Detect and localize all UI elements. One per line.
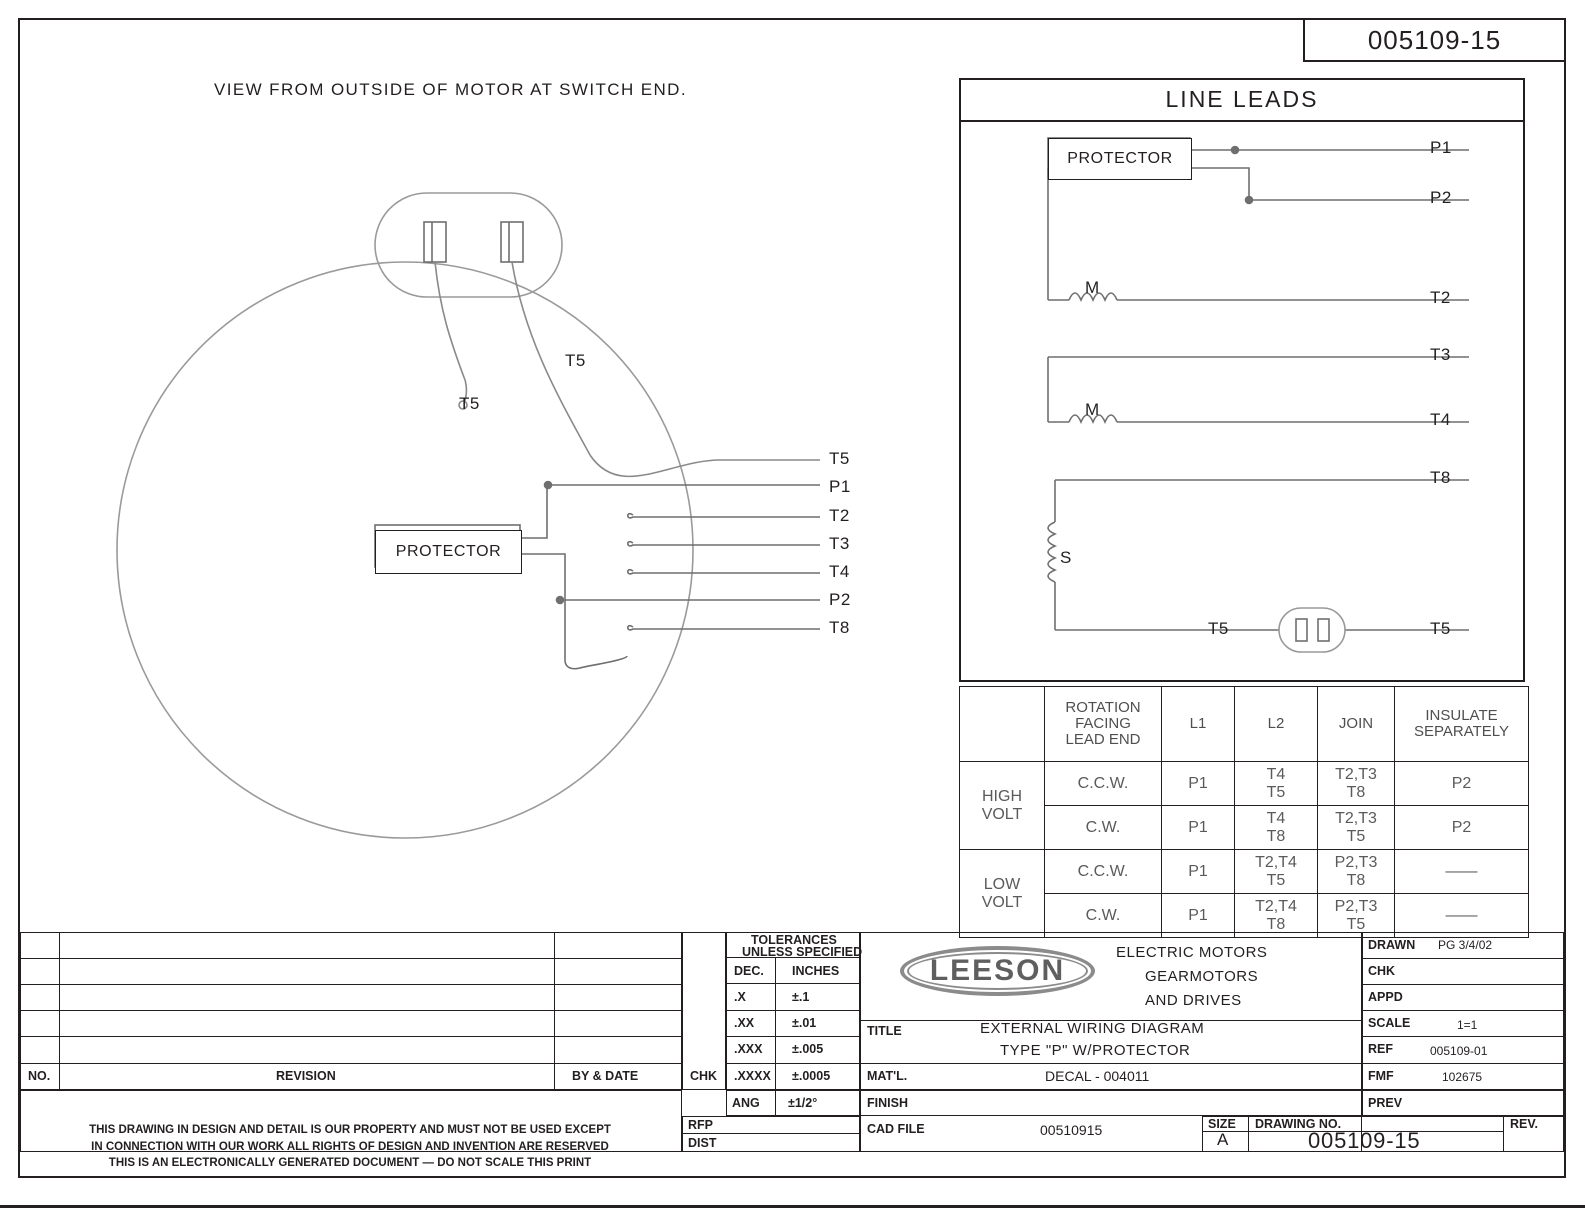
rev-rule-5 <box>20 1063 682 1064</box>
ref-label: REF <box>1368 1042 1393 1056</box>
cell-l2 <box>1235 850 1318 894</box>
table-row <box>960 850 1529 894</box>
winding-main-1-label: M <box>1085 278 1100 297</box>
revision-no-label: NO. <box>28 1069 51 1083</box>
tolerance-dec-3: .XXXX <box>734 1069 771 1083</box>
revision-bydate-col <box>554 932 682 1090</box>
appd-label: APPD <box>1368 990 1403 1004</box>
size-value: A <box>1217 1130 1230 1149</box>
header-rotation <box>1045 687 1162 762</box>
finish-divider <box>860 1090 1362 1116</box>
header-l1: L1 <box>1162 687 1235 762</box>
rev-label: REV. <box>1510 1117 1539 1131</box>
disclaimer-text <box>30 1122 670 1172</box>
rev-rule-1 <box>20 958 682 959</box>
cell-insulate: —— <box>1395 894 1529 938</box>
left-lead-label-t8: T8 <box>829 618 850 637</box>
cell-join-line1: P2,T3 <box>1334 853 1378 871</box>
by-date-label: BY & DATE <box>572 1069 639 1083</box>
header-l2: L2 <box>1235 687 1318 762</box>
matl-label: MAT'L. <box>867 1069 908 1083</box>
line-lead-label-t3: T3 <box>1430 345 1451 364</box>
table-row <box>960 762 1529 806</box>
cell-join <box>1318 894 1395 938</box>
tolerance-dec-0: .X <box>734 990 746 1004</box>
cell-l2 <box>1235 762 1318 806</box>
cell-join-line2: T8 <box>1346 871 1366 889</box>
header-rotation-line1: ROTATION <box>1065 699 1141 717</box>
cell-join-line2: T5 <box>1346 827 1366 845</box>
cell-l2-line1: T2,T4 <box>1255 897 1297 915</box>
company-line1: ELECTRIC MOTORS <box>1116 944 1268 961</box>
cell-rotation: C.W. <box>1045 894 1162 938</box>
cadfile-label: CAD FILE <box>867 1122 925 1136</box>
line-lead-label-t2: T2 <box>1430 288 1451 307</box>
leeson-logo <box>900 946 1095 996</box>
tolerance-dec-2: .XXX <box>734 1042 763 1056</box>
winding-start-label: S <box>1060 548 1072 567</box>
cell-l1: P1 <box>1162 894 1235 938</box>
group-high-line2: VOLT <box>981 805 1023 823</box>
line-lead-label-p1: P1 <box>1430 138 1452 157</box>
left-lead-label-p2: P2 <box>829 590 851 609</box>
line-lead-label-p2: P2 <box>1430 188 1452 207</box>
cell-l1: P1 <box>1162 850 1235 894</box>
group-low-line2: VOLT <box>981 893 1023 911</box>
motor-end-view-drawing <box>20 60 960 940</box>
cell-l2-line2: T8 <box>1266 827 1286 845</box>
tolerances-title-line1: TOLERANCES <box>751 933 837 947</box>
header-insulate-line2: SEPARATELY <box>1413 723 1510 740</box>
left-protector-box <box>375 530 522 574</box>
cell-l1: P1 <box>1162 762 1235 806</box>
cell-l2-line1: T2,T4 <box>1255 853 1297 871</box>
cell-insulate: P2 <box>1395 762 1529 806</box>
left-lead-label-t2: T2 <box>829 506 850 525</box>
signoff-rule-4 <box>1362 1036 1564 1037</box>
tolerance-in-2: ±.005 <box>792 1042 824 1056</box>
tolerances-title-line2: UNLESS SPECIFIED <box>742 945 863 959</box>
header-insulate-line1: INSULATE <box>1425 707 1498 725</box>
view-note: VIEW FROM OUTSIDE OF MOTOR AT SWITCH END. <box>214 80 687 99</box>
disclaimer-line-3: THIS IS AN ELECTRONICALLY GENERATED DOCUMENT — DO NOT SCALE THIS PRINT <box>108 1157 592 1170</box>
drawn-value: PG 3/4/02 <box>1438 938 1493 952</box>
rev-rule-4 <box>20 1036 682 1037</box>
header-join: JOIN <box>1318 687 1395 762</box>
company-line3: AND DRIVES <box>1145 992 1242 1009</box>
rev-rule-2 <box>20 984 682 985</box>
cell-l2 <box>1235 894 1318 938</box>
cell-join-line1: T2,T3 <box>1335 765 1377 783</box>
tolerance-inches-label: INCHES <box>792 964 840 978</box>
tolerance-dec-1: .XX <box>734 1016 755 1030</box>
fmf-value: 102675 <box>1442 1070 1483 1084</box>
drawing-no-label: DRAWING NO. <box>1255 1117 1342 1131</box>
tolerance-in-3: ±.0005 <box>792 1069 831 1083</box>
disclaimer-line-1: THIS DRAWING IN DESIGN AND DETAIL IS OUR PROPERTY AND MUST NOT BE USED EXCEPT <box>89 1124 611 1136</box>
logo-text: LEESON <box>929 954 1066 987</box>
dist-label: DIST <box>688 1136 717 1150</box>
cell-l2-line1: T4 <box>1266 809 1286 827</box>
group-high-line1: HIGH <box>982 787 1022 805</box>
header-blank <box>960 687 1045 762</box>
chk-col <box>682 932 726 1090</box>
rev-rule-3 <box>20 1010 682 1011</box>
cell-insulate: —— <box>1395 850 1529 894</box>
scale-value: 1=1 <box>1457 1018 1478 1032</box>
cell-l2-line2: T8 <box>1266 915 1286 933</box>
signoff-rule-3 <box>1362 1010 1564 1011</box>
group-name-low-volt <box>960 850 1045 938</box>
cell-join <box>1318 850 1395 894</box>
cell-l2-line2: T5 <box>1266 871 1286 889</box>
line-leads-switch-label: T5 <box>1208 619 1229 638</box>
size-label: SIZE <box>1208 1117 1236 1131</box>
header-rotation-line3: LEAD END <box>1065 730 1141 748</box>
left-lead-label-t3: T3 <box>829 534 850 553</box>
line-leads-protector-box <box>1048 138 1192 180</box>
winding-main-2-label: M <box>1085 400 1100 419</box>
finish-label: FINISH <box>867 1096 908 1110</box>
cell-l2-line2: T5 <box>1266 783 1286 801</box>
fmf-label: FMF <box>1368 1069 1394 1083</box>
cell-l1: P1 <box>1162 806 1235 850</box>
title-label: TITLE <box>867 1024 902 1038</box>
chk2-label: CHK <box>1368 964 1396 978</box>
signoff-rule-1 <box>1362 958 1564 959</box>
left-protector-label: PROTECTOR <box>395 543 502 560</box>
chk-label: CHK <box>690 1069 718 1083</box>
signoff-rule-5 <box>1362 1063 1564 1064</box>
disclaimer-line-2: IN CONNECTION WITH OUR WORK ALL RIGHTS OF DESIGN AND INVENTION ARE RESERVED <box>91 1140 609 1153</box>
cell-join <box>1318 762 1395 806</box>
cell-rotation: C.C.W. <box>1045 850 1162 894</box>
scale-label: SCALE <box>1368 1016 1411 1030</box>
header-rotation-line2: FACING <box>1075 715 1131 733</box>
line-lead-label-t8: T8 <box>1430 468 1451 487</box>
cell-l2-line1: T4 <box>1266 765 1286 783</box>
tol-rule-1 <box>726 1010 860 1011</box>
cadfile-value: 00510915 <box>1040 1122 1103 1138</box>
line-lead-label-t4: T4 <box>1430 410 1451 429</box>
line-leads-title: LINE LEADS <box>959 78 1525 122</box>
signoff-rule-2 <box>1362 984 1564 985</box>
drawing-no-value: 005109-15 <box>1308 1128 1421 1153</box>
tolerance-dec-label: DEC. <box>734 964 764 978</box>
cell-join-line2: T5 <box>1346 915 1366 933</box>
cell-rotation: C.C.W. <box>1045 762 1162 806</box>
company-line2: GEARMOTORS <box>1145 968 1259 985</box>
title-rule-2 <box>860 1063 1362 1064</box>
tolerance-in-4: ±1/2° <box>788 1096 818 1110</box>
group-name-high-volt <box>960 762 1045 850</box>
header-insulate <box>1395 687 1529 762</box>
left-lead-label-p1: P1 <box>829 477 851 496</box>
drawing-title-line2: TYPE "P" W/PROTECTOR <box>1000 1042 1191 1059</box>
tolerance-in-1: ±.01 <box>792 1016 817 1030</box>
rfp-label: RFP <box>688 1118 713 1132</box>
cell-rotation: C.W. <box>1045 806 1162 850</box>
line-lead-label-t5: T5 <box>1430 619 1451 638</box>
tolerance-dec-4: ANG <box>732 1096 760 1110</box>
drawing-title-line1: EXTERNAL WIRING DIAGRAM <box>980 1020 1205 1037</box>
left-lead-label-t4: T4 <box>829 562 850 581</box>
sheet-bottom-rule <box>0 1205 1585 1208</box>
drawn-label: DRAWN <box>1368 938 1416 952</box>
table-header-row <box>960 687 1529 762</box>
left-switch-lead-label-1: T5 <box>459 394 480 413</box>
cell-join-line2: T8 <box>1346 783 1366 801</box>
left-switch-lead-label-2: T5 <box>565 351 586 370</box>
ref-value: 005109-01 <box>1430 1044 1488 1058</box>
group-low-line1: LOW <box>983 875 1021 893</box>
tolerance-in-0: ±.1 <box>792 990 810 1004</box>
signoff-box <box>1362 932 1564 1090</box>
revision-label: REVISION <box>276 1069 336 1083</box>
cell-insulate: P2 <box>1395 806 1529 850</box>
tol-rule-3 <box>726 1063 860 1064</box>
left-lead-label-t5: T5 <box>829 449 850 468</box>
tol-rule-2 <box>726 1036 860 1037</box>
cell-join-line1: P2,T3 <box>1334 897 1378 915</box>
prev-label: PREV <box>1368 1096 1403 1110</box>
cell-join <box>1318 806 1395 850</box>
table-row <box>960 894 1529 938</box>
matl-value: DECAL - 004011 <box>1045 1068 1150 1084</box>
cell-join-line1: T2,T3 <box>1335 809 1377 827</box>
top-drawing-number: 005109-15 <box>1303 20 1564 62</box>
revision-no-col <box>20 932 60 1090</box>
connection-table <box>959 686 1529 938</box>
table-row <box>960 806 1529 850</box>
line-leads-protector-label: PROTECTOR <box>1067 150 1173 167</box>
cell-l2 <box>1235 806 1318 850</box>
